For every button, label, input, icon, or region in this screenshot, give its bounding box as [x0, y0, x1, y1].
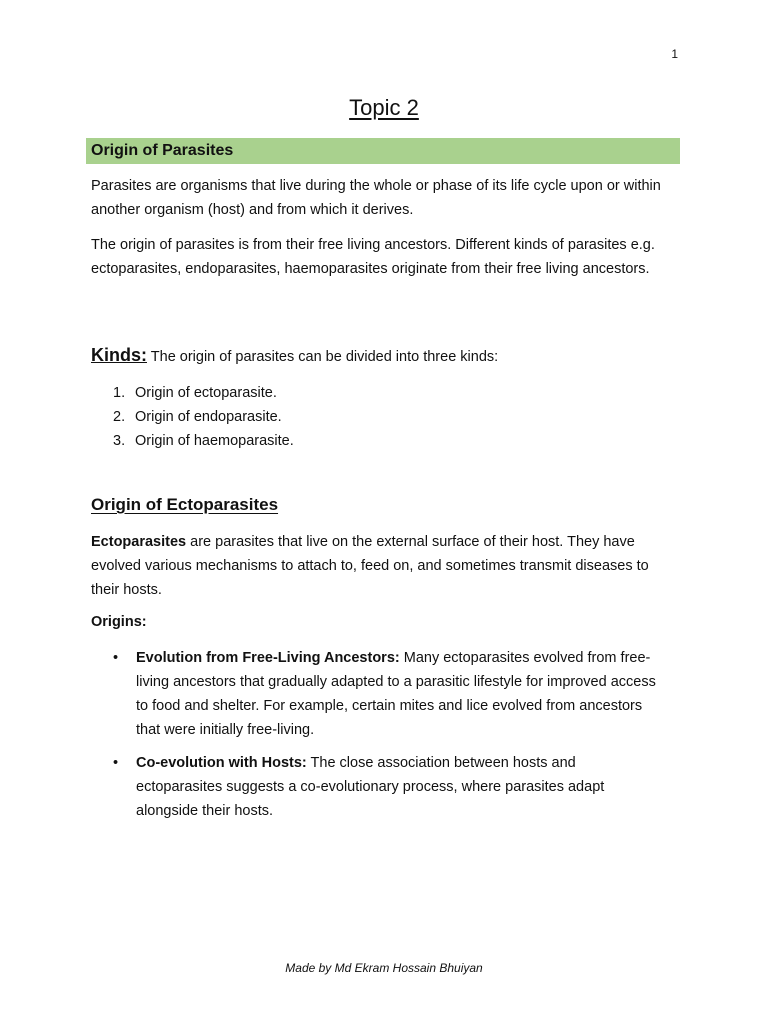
bullet-icon: • — [113, 755, 119, 771]
ectoparasites-term: Ectoparasites — [91, 534, 187, 550]
list-number: 2. — [113, 409, 126, 425]
origin-paragraph: The origin of parasites is from their free living ancestors. Different kinds of parasites e.g. ectoparasites, endoparasites, haemoparasites originate from their free living ancestors. — [91, 237, 655, 277]
list-number: 3. — [113, 433, 126, 449]
ectoparasites-heading: Origin of Ectoparasites — [91, 495, 279, 514]
list-item-text: Origin of ectoparasite. — [135, 385, 277, 401]
origins-bullet-list — [113, 646, 658, 742]
section-heading-bar: Origin of Parasites — [86, 138, 680, 164]
ectoparasites-definition: are parasites that live on the external surface of their host. They have evolved various mechanisms to attach to, feed on, and sometimes transmit diseases to their hosts. — [91, 534, 649, 598]
bullet-lead: Co-evolution with Hosts: — [136, 755, 307, 771]
list-item — [113, 381, 294, 405]
list-item — [113, 429, 294, 453]
kinds-text: The origin of parasites can be divided into three kinds: — [147, 349, 499, 365]
page-title: Topic 2 — [349, 95, 419, 120]
origins-bullet-list-2 — [113, 751, 658, 823]
ectoparasites-paragraph — [91, 530, 677, 602]
list-item-text: Origin of endoparasite. — [135, 409, 282, 425]
bullet-icon: • — [113, 650, 119, 666]
bullet-lead: Evolution from Free-Living Ancestors: — [136, 650, 400, 666]
kinds-list — [113, 381, 294, 453]
bullet-text: The close association between hosts and ectoparasites suggests a co-evolutionary process, where parasites adapt alongside their hosts. — [136, 755, 605, 819]
kinds-label: Kinds: — [91, 345, 147, 365]
bullet-item — [113, 751, 658, 823]
list-item-text: Origin of haemoparasite. — [135, 433, 294, 449]
list-number: 1. — [113, 385, 126, 401]
bullet-item — [113, 646, 658, 742]
origins-label: Origins: — [91, 614, 147, 630]
footer-credit: Made by Md Ekram Hossain Bhuiyan — [285, 961, 483, 975]
kinds-line — [91, 345, 681, 366]
definition-paragraph: Parasites are organisms that live during the whole or phase of its life cycle upon or within another organism (host) and from which it derives. — [91, 178, 661, 218]
list-item — [113, 405, 294, 429]
page-number: 1 — [671, 47, 678, 61]
bullet-text: Many ectoparasites evolved from free-living ancestors that gradually adapted to a parasitic lifestyle for improved access to food and shelter. For example, certain mites and lice evolved from ancestors that were initially free-living. — [136, 650, 656, 738]
